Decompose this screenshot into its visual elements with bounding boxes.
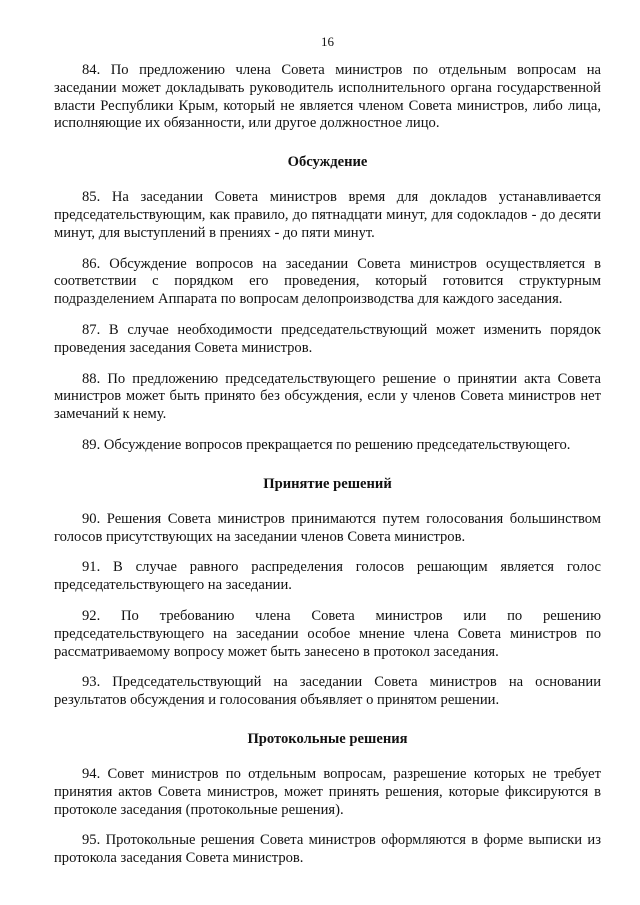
document-page	[54, 34, 601, 881]
paragraph-84: 84. По предложению члена Совета министров по отдельным вопросам на заседании может докладывать руководитель исполнительного органа государственной власти Республики Крым, который не является членом Совета министров, либо лица, исполняющие их обязанности, или другое должностное лицо.	[54, 62, 601, 132]
section-speakers	[54, 62, 601, 133]
heading-protocol-decisions: Протокольные решения	[247, 730, 408, 747]
paragraph-91: 91. В случае равного распределения голосов решающим является голос председательствующего на заседании.	[54, 559, 601, 594]
paragraph-93: 93. Председательствующий на заседании Совета министров на основании результатов обсуждения и голосования объявляет о принятом решении.	[54, 674, 601, 709]
paragraph-95: 95. Протокольные решения Совета министров оформляются в форме выписки из протокола заседания Совета министров.	[54, 832, 601, 867]
heading-decision-making: Принятие решений	[263, 475, 392, 492]
section-decision-making	[54, 511, 601, 710]
heading-discussion: Обсуждение	[287, 154, 368, 171]
section-protocol-decisions	[54, 766, 601, 868]
paragraph-89: 89. Обсуждение вопросов прекращается по решению председательствующего.	[82, 436, 571, 453]
paragraph-85: 85. На заседании Совета министров время для докладов устанавливается председательствующим, как правило, до пятнадцати минут, для содокладов - до десяти минут, для выступлений в прениях - до пяти минут.	[54, 189, 601, 241]
paragraph-94: 94. Совет министров по отдельным вопросам, разрешение которых не требует принятия актов Совета министров, может принять решения, которые фиксируются в протоколе заседания (протокольные решения).	[54, 765, 601, 818]
paragraph-86: 86. Обсуждение вопросов на заседании Совета министров осуществляется в соответствии с порядком его проведения, который готовится структурным подразделением Аппарата по вопросам делопроизводства для каждого заседания.	[54, 255, 601, 308]
section-discussion	[54, 189, 601, 455]
paragraph-90: 90. Решения Совета министров принимаются путем голосования большинством голосов присутствующих на заседании членов Совета министров.	[54, 510, 601, 545]
page-number: 16	[321, 34, 334, 49]
paragraph-87: 87. В случае необходимости председательствующий может изменить порядок проведения заседания Совета министров.	[54, 321, 601, 356]
paragraph-88: 88. По предложению председательствующего решение о принятии акта Совета министров может быть принято без обсуждения, если у членов Совета министров нет замечаний к нему.	[54, 370, 601, 423]
paragraph-92: 92. По требованию члена Совета министров или по решению председательствующего на заседании особое мнение члена Совета министров по рассматриваемому вопросу может быть занесено в протокол заседания.	[54, 607, 601, 660]
